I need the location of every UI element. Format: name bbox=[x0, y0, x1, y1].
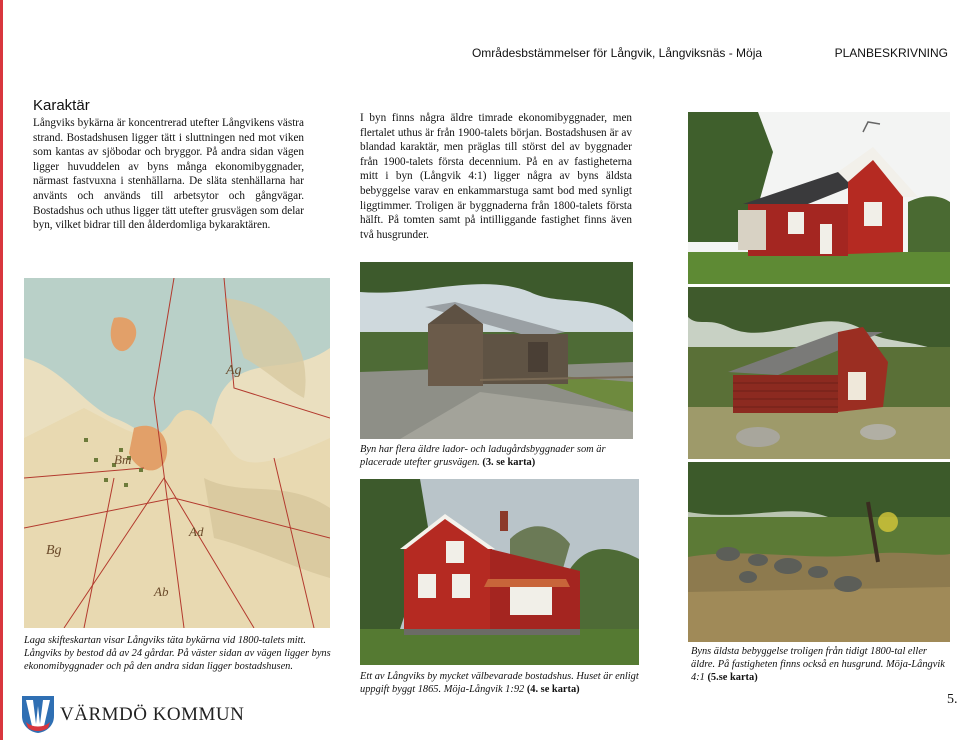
old-building-caption-text: Byns äldsta bebyggelse troligen från tidigt 1800-tal eller äldre. På fastigheten finns också en husgrund. Möja-Långvik 4:1 bbox=[691, 646, 945, 683]
barn-caption bbox=[360, 443, 634, 469]
section-heading: Karaktär bbox=[33, 97, 90, 114]
body-text-column-2: I byn finns några äldre timrade ekonomibyggnader, men flertalet uthus är från 1900-talets början. Bostadshusen är av blandad karaktär, men präglas till störst del av byggnader från 1900-talets första decennium. På en av fastigheterna mitt i byn (Långvik 4:1) ligger några av byns äldsta bebyggelse varav en enkammarstuga samt bod med synligt liggtimmer. Troligen är byggnaderna från 1800-talets första hälft. På tomten samt på intilliggande fastighet finns även två husgrunder. bbox=[360, 112, 632, 241]
red-house-photo bbox=[360, 479, 639, 665]
barn-map-ref: (3. se karta) bbox=[482, 457, 536, 468]
section-label: PLANBESKRIVNING bbox=[834, 46, 948, 60]
map-label-ag: Ag bbox=[226, 363, 242, 378]
varmdo-coat-of-arms-icon bbox=[20, 694, 56, 734]
old-building-map-ref: (5.se karta) bbox=[707, 672, 758, 683]
house-caption bbox=[360, 670, 644, 696]
barn-photo bbox=[360, 262, 633, 439]
house-caption-text: Ett av Långviks by mycket välbevarade bostadshus. Huset är enligt uppgift byggt 1865. Möja-Långvik 1:92 bbox=[360, 671, 639, 695]
map-label-bm: Bm bbox=[114, 452, 132, 467]
map-caption: Laga skifteskartan visar Långviks täta bykärna vid 1800-talets mitt. Långviks by bestod då av 24 gårdar. På väster sidan av vägen ligger byns ekonomibyggnader och på den andra sidan ligger bostadshusen. bbox=[24, 635, 331, 672]
map-label-bg: Bg bbox=[46, 543, 62, 558]
municipality-logo-text: VÄRMDÖ KOMMUN bbox=[60, 704, 245, 725]
red-cottage-photo bbox=[688, 112, 950, 284]
body-text-column-1: Långviks bykärna är koncentrerad utefter Långvikens västra strand. Bostadshusen ligger tätt i sluttningen ned mot viken som kantas av sjöbodar och bryggor. På andra sidan vägen ligger huvuddelen av byns många ekonomibyggnader, närmast fastvuxna i stenhällarna. De släta stenhällarna har använts och används till arbetsytor och gångvägar. Bostadshus och uthus ligger tätt utefter grusvägen som delar byn, vilket bidrar till den ålderdomliga bykaraktären. bbox=[33, 117, 304, 232]
map-label-ab: Ab bbox=[154, 584, 169, 599]
historic-map-image bbox=[24, 278, 330, 628]
page-number: 5. bbox=[947, 692, 958, 707]
old-building-caption bbox=[691, 645, 953, 684]
house-map-ref: (4. se karta) bbox=[526, 684, 580, 695]
house-foundation-photo bbox=[688, 462, 950, 642]
document-title: Områdesbstämmelser för Långvik, Långviksnäs - Möja bbox=[471, 46, 763, 60]
barn-caption-text: Byn har flera äldre lador- och ladugårdsbyggnader som är placerade utefter grusvägen. bbox=[360, 444, 606, 468]
page-edge-rule bbox=[0, 0, 3, 740]
map-label-ad: Ad bbox=[189, 524, 204, 539]
timber-cabin-photo bbox=[688, 287, 950, 459]
